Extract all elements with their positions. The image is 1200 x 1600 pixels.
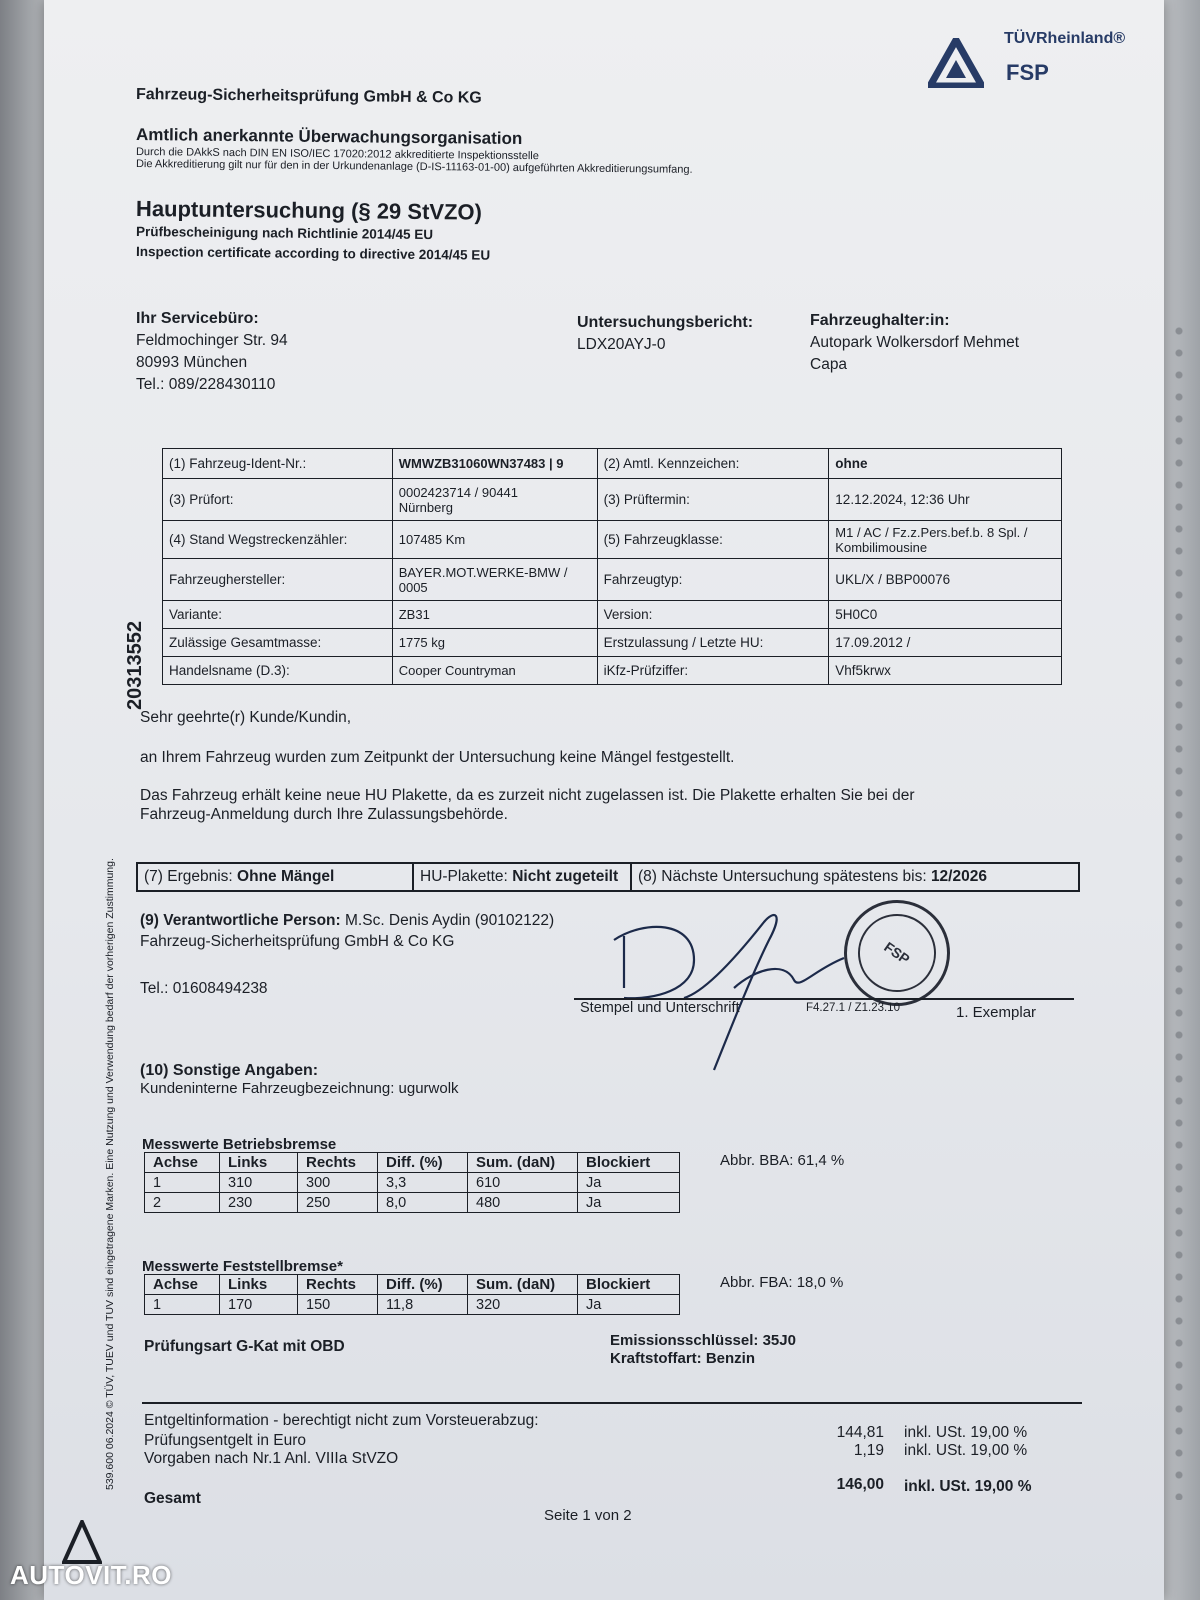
table-header-row bbox=[145, 1275, 680, 1295]
brake-service-title: Messwerte Betriebsbremse bbox=[142, 1136, 337, 1153]
column-header: Blockiert bbox=[578, 1153, 680, 1173]
column-header: Achse bbox=[145, 1153, 220, 1173]
service-phone: Tel.: 089/228430110 bbox=[136, 376, 276, 393]
table-key: (4) Stand Wegstreckenzähler: bbox=[163, 521, 393, 559]
other-text: Kundeninterne Fahrzeugbezeichnung: ugurwolk bbox=[140, 1080, 459, 1097]
brake-service-table bbox=[144, 1152, 680, 1213]
table-row bbox=[163, 629, 1062, 657]
column-header: Sum. (daN) bbox=[468, 1153, 578, 1173]
table-key: (5) Fahrzeugklasse: bbox=[597, 521, 829, 559]
brake-parking-title: Messwerte Feststellbremse* bbox=[142, 1258, 343, 1275]
column-header: Diff. (%) bbox=[378, 1153, 468, 1173]
table-key: (3) Prüftermin: bbox=[597, 479, 829, 521]
plakette-label: HU-Plakette: bbox=[420, 868, 508, 885]
table-row bbox=[163, 479, 1062, 521]
table-key: Version: bbox=[597, 601, 829, 629]
table-cell: 320 bbox=[468, 1295, 578, 1315]
company-name: Fahrzeug-Sicherheitsprüfung GmbH & Co KG bbox=[135, 86, 482, 107]
table-cell: 170 bbox=[220, 1295, 298, 1315]
report-label: Untersuchungsbericht: bbox=[577, 314, 754, 331]
accreditation-line-1: Durch die DAkkS nach DIN EN ISO/IEC 17020:2012 akkreditierte Inspektionsstelle bbox=[135, 146, 539, 163]
brake-parking-abbr: Abbr. FBA: 18,0 % bbox=[720, 1274, 844, 1291]
table-key: Variante: bbox=[163, 601, 393, 629]
table-cell: 300 bbox=[298, 1173, 378, 1193]
table-value: 0002423714 / 90441 Nürnberg bbox=[392, 479, 597, 521]
table-row bbox=[163, 449, 1062, 479]
column-header: Diff. (%) bbox=[378, 1275, 468, 1295]
document-sheet bbox=[44, 0, 1164, 1600]
table-value: 12.12.2024, 12:36 Uhr bbox=[829, 479, 1062, 521]
table-cell: Ja bbox=[578, 1193, 680, 1213]
column-header: Links bbox=[220, 1153, 298, 1173]
accreditation-title: Amtlich anerkannte Überwachungsorganisation bbox=[135, 125, 523, 149]
table-cell: 11,8 bbox=[378, 1295, 468, 1315]
total-amount: 146,00 bbox=[836, 1476, 884, 1493]
column-header: Rechts bbox=[298, 1275, 378, 1295]
next-inspection-cell bbox=[632, 864, 1078, 890]
column-header: Rechts bbox=[298, 1153, 378, 1173]
table-row bbox=[145, 1193, 680, 1213]
result-bar bbox=[136, 862, 1080, 892]
table-row bbox=[145, 1173, 680, 1193]
stamp-center: FSP bbox=[843, 899, 952, 1008]
table-key: Erstzulassung / Letzte HU: bbox=[597, 629, 829, 657]
table-value: 1775 kg bbox=[392, 629, 597, 657]
table-value: BAYER.MOT.WERKE-BMW / 0005 bbox=[392, 559, 597, 601]
report-block bbox=[577, 312, 753, 356]
table-cell: 150 bbox=[298, 1295, 378, 1315]
person-company: Fahrzeug-Sicherheitsprüfung GmbH & Co KG bbox=[140, 933, 455, 950]
table-key: (2) Amtl. Kennzeichen: bbox=[597, 449, 829, 479]
brake-parking-table bbox=[144, 1274, 680, 1315]
page-title: Hauptuntersuchung (§ 29 StVZO) bbox=[135, 196, 483, 225]
table-cell: 480 bbox=[468, 1193, 578, 1213]
column-header: Sum. (daN) bbox=[468, 1275, 578, 1295]
plakette-cell bbox=[414, 864, 632, 890]
person-label: (9) Verantwortliche Person: bbox=[140, 912, 341, 929]
signature-icon bbox=[584, 900, 884, 1090]
fee-amount-2: 1,19 bbox=[853, 1442, 884, 1459]
table-value: M1 / AC / Fz.z.Pers.bef.b. 8 Spl. / Kombilimousine bbox=[829, 521, 1062, 559]
document-number: 20313552 bbox=[124, 621, 146, 710]
service-office bbox=[136, 308, 288, 396]
table-row bbox=[163, 657, 1062, 685]
accreditation-line-2: Die Akkreditierung gilt nur für den in der Urkundenanlage (D-IS-11163-01-00) aufgeführten Akkreditierungsumfang. bbox=[135, 158, 693, 176]
vehicle-data-table bbox=[162, 448, 1062, 685]
tuv-triangle-logo-icon bbox=[928, 38, 984, 88]
test-type: Prüfungsart G-Kat mit OBD bbox=[144, 1338, 345, 1355]
column-header: Links bbox=[220, 1275, 298, 1295]
table-key: (3) Prüfort: bbox=[163, 479, 393, 521]
copy-note: 1. Exemplar bbox=[956, 1004, 1037, 1021]
table-value: WMWZB31060WN37483 | 9 bbox=[392, 449, 597, 479]
fees-title: Entgeltinformation - berechtigt nicht zum Vorsteuerabzug: bbox=[144, 1412, 539, 1429]
subtitle-en: Inspection certificate according to directive 2014/45 EU bbox=[135, 244, 491, 263]
table-value: Cooper Countryman bbox=[392, 657, 597, 685]
fee-label-1: Prüfungsentgelt in Euro bbox=[144, 1432, 306, 1449]
service-street: Feldmochinger Str. 94 bbox=[136, 332, 288, 349]
plakette-value: Nicht zugeteilt bbox=[512, 868, 619, 885]
holder-name-line-1: Autopark Wolkersdorf Mehmet bbox=[810, 334, 1020, 351]
table-cell: Ja bbox=[578, 1295, 680, 1315]
table-key: iKfz-Prüfziffer: bbox=[597, 657, 829, 685]
table-row bbox=[163, 559, 1062, 601]
table-key: Handelsname (D.3): bbox=[163, 657, 393, 685]
table-cell: Ja bbox=[578, 1173, 680, 1193]
table-value: ohne bbox=[829, 449, 1062, 479]
table-cell: 230 bbox=[220, 1193, 298, 1213]
table-cell: 2 bbox=[145, 1193, 220, 1213]
fuel-type: Kraftstoffart: Benzin bbox=[610, 1350, 755, 1367]
logo-fsp: FSP bbox=[1006, 60, 1049, 85]
total-tax: inkl. USt. 19,00 % bbox=[904, 1478, 1032, 1495]
person-phone: Tel.: 01608494238 bbox=[140, 980, 268, 997]
fees-divider bbox=[142, 1402, 1082, 1404]
fee-label-2: Vorgaben nach Nr.1 Anl. VIIIa StVZO bbox=[144, 1450, 399, 1467]
next-inspection-value: 12/2026 bbox=[930, 868, 987, 885]
report-number: LDX20AYJ-0 bbox=[577, 336, 666, 353]
column-header: Achse bbox=[145, 1275, 220, 1295]
person-name: M.Sc. Denis Aydin (90102122) bbox=[345, 912, 555, 929]
holder-block bbox=[810, 310, 1019, 376]
table-key: Zulässige Gesamtmasse: bbox=[163, 629, 393, 657]
table-value: 107485 Km bbox=[392, 521, 597, 559]
table-value: 5H0C0 bbox=[829, 601, 1062, 629]
table-cell: 250 bbox=[298, 1193, 378, 1213]
table-cell: 1 bbox=[145, 1295, 220, 1315]
table-key: Fahrzeugtyp: bbox=[597, 559, 829, 601]
table-row bbox=[145, 1295, 680, 1315]
table-cell: 3,3 bbox=[378, 1173, 468, 1193]
fee-tax-1: inkl. USt. 19,00 % bbox=[904, 1424, 1028, 1441]
result-sentence: an Ihrem Fahrzeug wurden zum Zeitpunkt der Untersuchung keine Mängel festgestellt. bbox=[140, 749, 735, 766]
table-cell: 610 bbox=[468, 1173, 578, 1193]
emission-key: Emissionsschlüssel: 35J0 bbox=[610, 1332, 796, 1349]
result-cell bbox=[138, 864, 414, 890]
form-code: F4.27.1 / Z1.23.10 bbox=[806, 1002, 900, 1014]
fee-tax-2: inkl. USt. 19,00 % bbox=[904, 1442, 1028, 1459]
column-header: Blockiert bbox=[578, 1275, 680, 1295]
table-value: UKL/X / BBP00076 bbox=[829, 559, 1062, 601]
next-inspection-label: (8) Nächste Untersuchung spätestens bis: bbox=[638, 868, 927, 885]
holder-label: Fahrzeughalter:in: bbox=[810, 312, 950, 329]
brake-service-abbr: Abbr. BBA: 61,4 % bbox=[720, 1152, 845, 1169]
table-row bbox=[163, 521, 1062, 559]
binder-holes bbox=[1170, 320, 1188, 1500]
subtitle-de: Prüfbescheinigung nach Richtlinie 2014/45 EU bbox=[135, 224, 434, 243]
stamp-caption: Stempel und Unterschrift bbox=[580, 1000, 740, 1016]
legal-notice: 539.600 06.2024 © TÜV, TUEV und TUV sind eingetragene Marken. Eine Nutzung und Verwendung bedarf der vorherigen Zustimmung. bbox=[104, 858, 116, 1490]
table-value: 17.09.2012 / bbox=[829, 629, 1062, 657]
table-cell: 310 bbox=[220, 1173, 298, 1193]
responsible-person bbox=[140, 912, 554, 930]
table-header-row bbox=[145, 1153, 680, 1173]
service-label: Ihr Servicebüro: bbox=[136, 310, 259, 327]
table-key: Fahrzeughersteller: bbox=[163, 559, 393, 601]
table-cell: 1 bbox=[145, 1173, 220, 1193]
logo-brand: TÜVRheinland® bbox=[1004, 30, 1126, 47]
plakette-note-line-2: Fahrzeug-Anmeldung durch Ihre Zulassungsbehörde. bbox=[140, 806, 508, 823]
table-key: (1) Fahrzeug-Ident-Nr.: bbox=[163, 449, 393, 479]
service-city: 80993 München bbox=[136, 354, 248, 371]
table-cell: 8,0 bbox=[378, 1193, 468, 1213]
fee-amount-1: 144,81 bbox=[836, 1424, 884, 1441]
watermark: AUTOVIT.RO bbox=[10, 1560, 172, 1590]
page-number: Seite 1 von 2 bbox=[544, 1507, 632, 1524]
table-value: Vhf5krwx bbox=[829, 657, 1062, 685]
table-row bbox=[163, 601, 1062, 629]
plakette-note-line-1: Das Fahrzeug erhält keine neue HU Plakette, da es zurzeit nicht zugelassen ist. Die Plakette erhalten Sie bei der bbox=[140, 787, 915, 804]
other-label: (10) Sonstige Angaben: bbox=[140, 1062, 319, 1079]
greeting: Sehr geehrte(r) Kunde/Kundin, bbox=[140, 709, 352, 726]
total-label: Gesamt bbox=[144, 1490, 201, 1507]
result-value: Ohne Mängel bbox=[237, 868, 335, 885]
holder-name-line-2: Capa bbox=[810, 356, 848, 373]
table-value: ZB31 bbox=[392, 601, 597, 629]
result-label: (7) Ergebnis: bbox=[144, 868, 233, 885]
